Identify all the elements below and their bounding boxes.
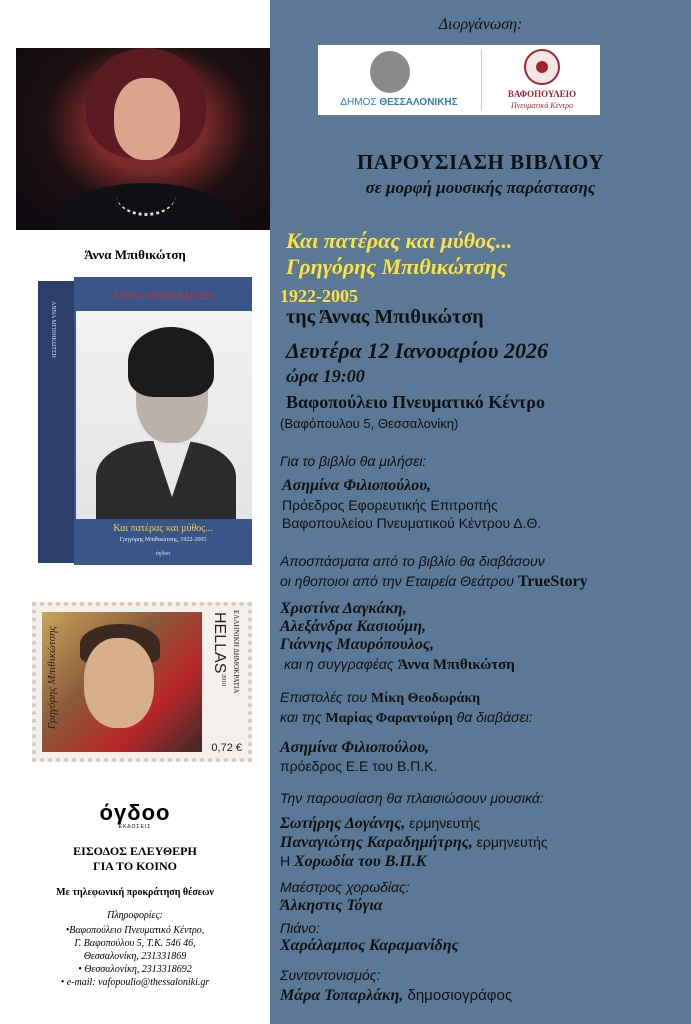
info-line: • Θεσσαλονίκη, 2313318692 — [78, 964, 192, 975]
organizer-label: Διοργάνωση: — [438, 16, 523, 33]
letters-suffix: θα διαβάσει: — [452, 709, 533, 725]
letters-line-2 — [280, 709, 690, 727]
publisher-logo-sub: ΕΚΔΟΣΕΙΣ — [118, 824, 152, 830]
speaker-role-1: Πρόεδρος Εφορευτικής Επιτροπής — [282, 497, 498, 513]
actor-name: Αλεξάνδρα Κασιούμη, — [280, 618, 426, 635]
municipality-logo-prefix: ΔΗΜΟΣ — [340, 97, 380, 108]
vafopoulio-seal-icon — [524, 49, 560, 85]
letters-prefix: Επιστολές του — [280, 689, 371, 705]
info-line: Θεσσαλονίκη, 231331869 — [83, 951, 187, 962]
book-title-line-1: Και πατέρας και μύθος... — [286, 228, 513, 253]
music-performer-2-name: Παναγιώτης Καραδημήτρης, — [280, 834, 473, 851]
municipality-logo — [318, 45, 480, 115]
theatre-company: TrueStory — [517, 573, 588, 590]
info-line: • e-mail: vafopoulio@thessaloniki.gr — [60, 977, 210, 988]
book-front-cover — [74, 277, 252, 565]
excerpts-line-1: Αποσπάσματα από το βιβλίο θα διαβάσουν — [280, 553, 545, 569]
stamp-country-latin: HELLAS — [211, 612, 228, 674]
municipality-logo-bold: ΘΕΣΣΑΛΟΝΙΚΗΣ — [379, 97, 458, 108]
logo-divider — [481, 49, 482, 111]
book-spine — [38, 281, 74, 563]
cover-photo-hair — [128, 327, 214, 397]
stamp-face — [84, 638, 154, 728]
info-line: •Βαφοπούλειο Πνευματικό Κέντρο, — [65, 925, 205, 936]
reader-role: πρόεδρος Ε.Ε του Β.Π.Κ. — [280, 758, 438, 774]
vafopoulio-logo-name: ΒΑΦΟΠΟΥΛΕΙΟ — [507, 89, 577, 99]
letters-singer: Μαρίας Φαραντούρη — [325, 711, 453, 726]
reservation-note: Με τηλεφωνική προκράτηση θέσεων — [56, 887, 214, 898]
coordination-heading: Συντοντονισμός: — [280, 967, 381, 983]
choir-conductor: Άλκηστις Τόγια — [280, 897, 383, 914]
book-title-years: 1922-2005 — [280, 286, 358, 306]
organizer-logos — [318, 45, 600, 115]
event-address: (Βαφόπουλου 5, Θεσσαλονίκη) — [280, 416, 459, 431]
music-performer-1-role: ερμηνευτής — [405, 815, 481, 831]
info-block — [0, 924, 270, 989]
book-title-line-2: Γρηγόρης Μπιθικώτσης — [286, 254, 507, 279]
actor-author-prefix: και η συγγραφέας — [284, 656, 398, 672]
info-heading: Πληροφορίες: — [107, 910, 163, 921]
music-performer-2-role: ερμηνευτής — [472, 834, 548, 850]
actor-author-name: Άννα Μπιθικώτση — [397, 657, 515, 673]
book-cover-image — [38, 277, 252, 565]
municipality-logo-text — [318, 97, 480, 108]
book-cover-title: Και πατέρας και μύθος... — [113, 523, 213, 534]
publisher-logo: όγδοο — [99, 800, 171, 825]
book-spine-text: ΑΝΝΑ ΜΠΙΘΙΚΩΤΣΗ — [50, 301, 56, 358]
book-cover-publisher: όγδοο — [155, 551, 171, 557]
free-entry-line-2: ΓΙΑ ΤΟ ΚΟΙΝΟ — [92, 859, 178, 873]
stamp-name: Γρηγόρης Μπιθικώτσης — [46, 626, 58, 730]
author-caption: Άννα Μπιθικώτση — [84, 247, 186, 262]
presentation-subheading: σε μορφή μουσικής παράστασης — [365, 178, 596, 197]
choir-heading: Μαέστρος χορωδίας: — [280, 879, 410, 895]
book-author-line: της Άννας Μπιθικώτση — [286, 306, 484, 328]
presentation-heading: ΠΑΡΟΥΣΙΑΣΗ ΒΙΒΛΙΟΥ — [356, 150, 605, 174]
music-choir-name: Χορωδία του Β.Π.Κ — [294, 853, 427, 870]
music-performer-1-name: Σωτήρης Δογάνης, — [280, 815, 406, 832]
book-cover-photo — [76, 311, 252, 519]
coordinator — [280, 987, 690, 1005]
stamp-artwork — [42, 612, 202, 752]
excerpts-line-2 — [280, 573, 690, 591]
event-venue: Βαφοπούλειο Πνευματικό Κέντρο — [286, 392, 545, 412]
music-performer-1 — [280, 815, 690, 833]
letters-composer: Μίκη Θεοδωράκη — [370, 691, 481, 706]
free-entry-line-1: ΕΙΣΟΔΟΣ ΕΛΕΥΘΕΡΗ — [73, 844, 197, 858]
coordinator-role: δημοσιογράφος — [403, 987, 513, 1004]
left-column — [0, 0, 270, 1024]
coordinator-name: Μάρα Τοπαρλάκη, — [280, 987, 404, 1004]
actor-name: Χριστίνα Δαγκάκη, — [280, 600, 407, 617]
event-time: ώρα 19:00 — [286, 366, 365, 386]
book-cover-author: ΑΝΝΑ ΜΠΙΘΙΚΩΤΣΗ — [111, 291, 215, 302]
author-photo — [16, 48, 270, 230]
stamp-price: 0,72 € — [211, 742, 242, 754]
vafopoulio-logo-sub: Πνευματικό Κέντρο — [510, 101, 574, 110]
info-line: Γ. Βαφοπούλου 5, Τ.Κ. 546 46, — [74, 938, 196, 949]
music-choir — [280, 853, 690, 871]
actor-author-line — [284, 656, 691, 674]
letters-conj: και της — [280, 709, 326, 725]
author-face — [114, 78, 180, 160]
reader-name: Ασημίνα Φιλιοπούλου, — [280, 739, 430, 756]
excerpts-text: οι ηθοποιοι από την Εταιρεία Θεάτρου — [280, 573, 518, 589]
music-heading: Την παρουσίαση θα πλαισιώσουν μουσικά: — [280, 790, 544, 806]
stamp-year: 2010 — [220, 674, 226, 686]
free-entry — [0, 844, 270, 874]
book-cover-subtitle: Γρηγόρης Μπιθικώτσης, 1922-2005 — [119, 537, 207, 543]
music-choir-article: Η — [280, 853, 294, 869]
author-necklace — [116, 173, 176, 216]
pianist-name: Χαράλαμπος Καραμανίδης — [280, 937, 459, 954]
speaker-heading: Για το βιβλίο θα μιλήσει: — [280, 453, 427, 469]
postage-stamp — [32, 602, 252, 762]
event-date: Δευτέρα 12 Ιανουαρίου 2026 — [286, 338, 549, 363]
letters-line-1 — [280, 689, 690, 707]
piano-heading: Πιάνο: — [280, 920, 320, 936]
right-column — [270, 0, 691, 1024]
stamp-side-panel — [202, 610, 246, 758]
music-performer-2 — [280, 834, 690, 852]
speaker-name: Ασημίνα Φιλιοπούλου, — [282, 477, 432, 494]
alexander-head-icon — [370, 51, 410, 93]
vafopoulio-logo — [484, 45, 600, 115]
actor-name: Γιάννης Μαυρόπουλος, — [280, 636, 434, 653]
speaker-role-2: Βαφοπουλείου Πνευματικού Κέντρου Δ.Θ. — [282, 515, 542, 531]
stamp-country-greek: ΕΛΛΗΝΙΚΗ ΔΗΜΟΚΡΑΤΙΑ — [232, 610, 240, 694]
